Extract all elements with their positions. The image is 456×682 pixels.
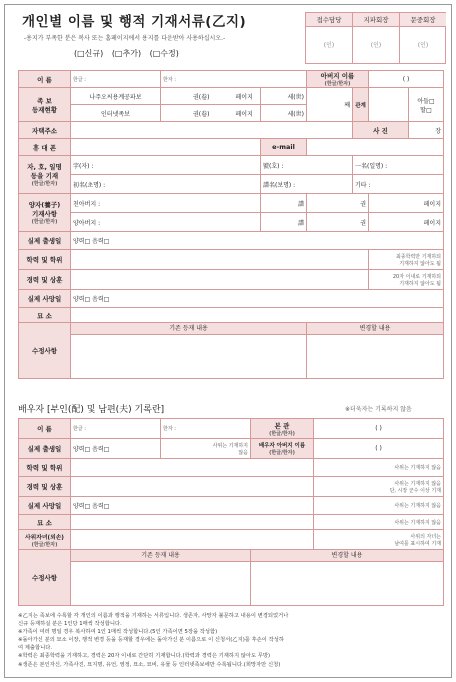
phone-label: 휴 대 폰	[19, 139, 71, 156]
spouse-grave-field[interactable]	[71, 515, 314, 530]
form-options	[74, 48, 185, 59]
alias-row-2	[19, 175, 444, 194]
spouse-name-row	[19, 419, 444, 439]
spouse-section-title: 배우자 [부인(配) 및 남편(夫) 기록란]	[18, 405, 165, 415]
adopt-row-1	[19, 194, 444, 213]
approval-header-clan: 문중회장	[400, 13, 446, 27]
edu-field[interactable]	[71, 250, 369, 270]
alias-ho-field[interactable]: 號(호) :	[261, 156, 353, 175]
daughter-checkbox[interactable]: 딸□	[420, 106, 432, 114]
career-note: 20자 이내로 기재하되 기재하지 않아도 됨	[369, 270, 444, 290]
lineage-book-name: 나주오씨용계공파보	[71, 88, 161, 105]
birth-label: 실제 출생일	[19, 232, 71, 250]
relation-field[interactable]: 째	[307, 88, 353, 122]
approval-stamp-1[interactable]: (인)	[306, 27, 353, 64]
father-name-label: 아버지 이름 (한글/한자)	[307, 71, 369, 88]
approval-stamp-2[interactable]: (인)	[353, 27, 400, 64]
spouse-edu-field[interactable]	[71, 459, 314, 477]
photo-count[interactable]: 장	[409, 122, 444, 139]
grave-row	[19, 308, 444, 323]
spouse-grave-row	[19, 515, 444, 530]
spouse-origin-field[interactable]: ( )	[314, 419, 444, 439]
birth-father-book[interactable]: 譜	[261, 194, 307, 213]
adopt-row-2	[19, 213, 444, 232]
spouse-section-note: ※더욱자는 기록하지 않음	[345, 406, 412, 413]
edit-row	[19, 323, 444, 379]
grave-label: 묘 소	[19, 308, 71, 323]
spouse-name-hangul[interactable]: 한글 :	[71, 419, 161, 439]
spouse-career-label: 경력 및 상훈	[19, 477, 71, 497]
email-label: e-mail	[261, 139, 307, 156]
gender-field[interactable]	[409, 88, 444, 122]
death-row	[19, 290, 444, 308]
spouse-edu-row	[19, 459, 444, 477]
edu-label: 학력 및 학위	[19, 250, 71, 270]
son-checkbox[interactable]: 아들□	[417, 97, 435, 105]
adoptive-father-field[interactable]: 양아버지 :	[71, 213, 261, 232]
spouse-edit-row	[19, 550, 444, 606]
spouse-career-field[interactable]	[71, 477, 314, 497]
spouse-birth-field[interactable]: 양력□ 음력□	[71, 439, 161, 459]
spouse-changed-header: 변경할 내용	[251, 550, 443, 562]
email-field[interactable]	[307, 139, 444, 156]
relation-label: 관계	[353, 88, 369, 122]
note-line: ※가족이 여러 명일 경우 복사하여 1인 1매씩 작성합니다.(5인 가족이면 5장을 작성함)	[18, 629, 218, 636]
career-row	[19, 270, 444, 290]
spouse-name-hanja[interactable]: 한자 :	[161, 419, 251, 439]
alias-ilmyeong-field[interactable]: 一名(일명) :	[353, 156, 444, 175]
birth-row	[19, 232, 444, 250]
edit-label: 수정사항	[19, 323, 71, 379]
spouse-father-label: 배우자 아버지 이름 (한글/한자)	[251, 439, 314, 459]
spouse-death-label: 실제 사망일	[19, 497, 71, 515]
spouse-info-table	[18, 418, 444, 606]
alias-bomyeong-field[interactable]: 譜名(보명) :	[261, 175, 353, 194]
option-edit-checkbox[interactable]: (□수정)	[149, 49, 179, 58]
phone-row	[19, 139, 444, 156]
address-row	[19, 122, 444, 139]
address-field[interactable]	[71, 122, 353, 139]
spouse-birth-label: 실제 출생일	[19, 439, 71, 459]
spouse-career-note: 사위는 기재하지 않음 단, 시장 군수 이상 기재	[314, 477, 444, 497]
lineage-online-generation[interactable]: 세(世)	[261, 105, 307, 122]
spouse-edit-label: 수정사항	[19, 550, 71, 606]
spouse-children-label: 사위자녀(외손) (한글/한자)	[19, 530, 71, 550]
alias-row-1	[19, 156, 444, 175]
career-label: 경력 및 상훈	[19, 270, 71, 290]
form-title: 개인별 이름 및 행적 기재서류(乙지)	[22, 14, 247, 30]
spouse-changed-field[interactable]	[251, 550, 444, 606]
note-line: ※돌아가신 분의 묘소 이장, 행적 변경 등을 등재할 경우에는 돌아가신 분 이름으로 이 신청서(乙지)를 후손이 작성하	[18, 637, 284, 644]
existing-content-header: 기존 등재 내용	[71, 323, 306, 335]
approval-header-receiver: 접수담당	[306, 13, 353, 27]
alias-chomyeong-field[interactable]: 初名(초명) :	[71, 175, 261, 194]
grave-field[interactable]	[71, 308, 444, 323]
adopt-label: 양자(養子) 기재사항 (한글/한자)	[19, 194, 71, 232]
option-add-checkbox[interactable]: (□추가)	[111, 49, 142, 58]
form-subtitle: -용지가 부족한 분은 복사 또는 홈페이지에서 용지를 다운받아 사용하십시오.-	[24, 35, 226, 42]
spouse-children-field[interactable]	[71, 530, 314, 550]
name-hanja-field[interactable]: 한자 :	[161, 71, 307, 88]
lineage-book-generation[interactable]: 세(世)	[261, 88, 307, 105]
approval-box	[305, 12, 446, 64]
father-name-field[interactable]: ( )	[369, 71, 444, 88]
changed-content-field[interactable]	[307, 323, 444, 379]
address-label: 자택주소	[19, 122, 71, 139]
death-field[interactable]: 양력□ 음력□	[71, 290, 444, 308]
lineage-online-fields[interactable]: 권(卷) 페이지	[161, 105, 261, 122]
note-line: ※생존은 본인자신, 가족사진, 묘지명, 유언, 영정, 묘소, 묘비, 유물 등 인터넷족보에만 수록됩니다.(희망자만 신청)	[18, 661, 281, 668]
relation-count[interactable]	[369, 88, 409, 122]
option-new-checkbox[interactable]: (□신규)	[74, 49, 104, 58]
alias-ja-field[interactable]: 字(자) :	[71, 156, 261, 175]
spouse-father-field[interactable]: ( )	[314, 439, 444, 459]
note-line: ※乙지는 족보에 수록할 각 개인의 이름과 행적을 기재하는 서류입니다. 생존자, 사망자 불문하고 내용이 변경되었거나	[18, 613, 289, 619]
spouse-death-row	[19, 497, 444, 515]
lineage-online-name: 인터넷족보	[71, 105, 161, 122]
spouse-career-row	[19, 477, 444, 497]
approval-header-branch: 지파회장	[353, 13, 400, 27]
birth-father-volume[interactable]: 권	[307, 194, 369, 213]
approval-stamp-3[interactable]: (인)	[417, 42, 429, 49]
note-line: 신규 등재하실 분은 1인당 1매씩 작성합니다.	[18, 621, 122, 628]
notes-section	[18, 612, 443, 669]
spouse-name-label: 이 름	[19, 419, 71, 439]
adoptive-father-page[interactable]: 페이지	[369, 213, 444, 232]
note-line: ※학력은 최종학력을 기재하고, 경력은 20자 이내로 간단히 기재합니다.(학력과 경력은 기재하지 않아도 무방)	[18, 653, 271, 660]
career-field[interactable]	[71, 270, 369, 290]
note-line: 여 제출합니다.	[18, 645, 53, 652]
spouse-death-note: 사위는 기재하지 않음	[314, 497, 444, 515]
spouse-death-field[interactable]: 양력□ 음력□	[71, 497, 314, 515]
birth-father-page[interactable]: 페이지	[369, 194, 444, 213]
spouse-grave-note: 사위는 기재하지 않음	[314, 515, 444, 530]
name-hangul-field[interactable]: 한글 :	[71, 71, 161, 88]
adoptive-father-book[interactable]: 譜	[261, 213, 307, 232]
existing-content-field[interactable]	[71, 323, 307, 379]
adoptive-father-volume[interactable]: 권	[307, 213, 369, 232]
changed-content-header: 변경할 내용	[307, 323, 443, 335]
spouse-origin-label: 본 관 (한글/한자)	[251, 419, 314, 439]
personal-info-table	[18, 70, 444, 379]
edu-note: 최종학력만 기재하되 기재하지 않아도 됨	[369, 250, 444, 270]
spouse-existing-header: 기존 등재 내용	[71, 550, 250, 562]
lineage-book-fields[interactable]: 권(卷) 페이지	[161, 88, 261, 105]
birth-field[interactable]: 양력□ 음력□	[71, 232, 444, 250]
spouse-edu-note: 사위는 기재하지 않음	[314, 459, 444, 477]
phone-field[interactable]	[71, 139, 261, 156]
spouse-existing-field[interactable]	[71, 550, 251, 606]
spouse-birth-row	[19, 439, 444, 459]
alias-other-field[interactable]: 기타 :	[353, 175, 444, 194]
spouse-children-note: 사위의 자녀는 남여를 표시하여 기재	[314, 530, 444, 550]
spouse-edu-label: 학력 및 학위	[19, 459, 71, 477]
spouse-birth-note: 사위는 기재하지 않음	[161, 439, 251, 459]
name-label: 이 름	[19, 71, 71, 88]
spouse-grave-label: 묘 소	[19, 515, 71, 530]
lineage-row-1	[19, 88, 444, 105]
alias-label: 자, 호, 일명 등을 기재 (한글/한자)	[19, 156, 71, 194]
lineage-label: 족 보 등재현황	[19, 88, 71, 122]
birth-father-field[interactable]: 친아버지 :	[71, 194, 261, 213]
name-row	[19, 71, 444, 88]
death-label: 실제 사망일	[19, 290, 71, 308]
edu-row	[19, 250, 444, 270]
spouse-children-row	[19, 530, 444, 550]
photo-label: 사 진	[353, 122, 409, 139]
